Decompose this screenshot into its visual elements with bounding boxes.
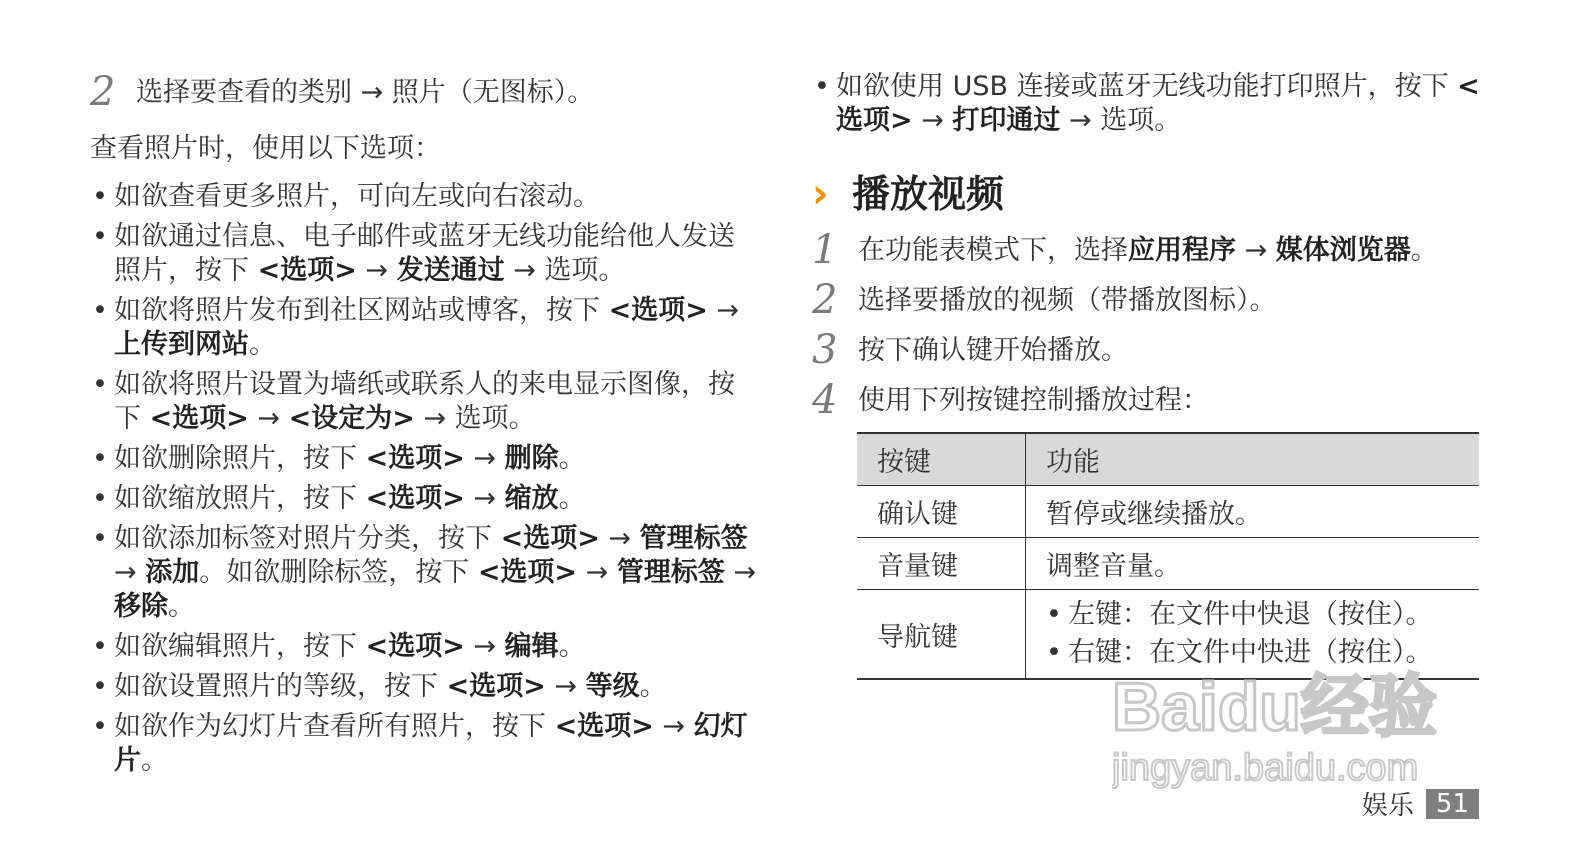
intro-text: 查看照片时，使用以下选项： <box>90 133 441 164</box>
list-item <box>90 294 760 362</box>
table-cell-function: 调整音量。 <box>1026 538 1480 590</box>
bold-term: <选项> <box>446 671 546 702</box>
text-run: 。 <box>558 443 586 474</box>
bold-term: 发送通过 <box>396 255 505 286</box>
bold-term: <选项> <box>149 403 249 434</box>
section-heading <box>812 172 1492 216</box>
text-run: → <box>912 105 953 136</box>
text-run: → 选项。 <box>504 255 626 286</box>
bold-term: 打印通过 <box>952 105 1061 136</box>
table-row <box>857 486 1479 538</box>
chevron-right-icon: › <box>812 171 829 217</box>
text-run: 使用下列按键控制播放过程： <box>858 385 1209 416</box>
bold-term: 应用程序 <box>1128 235 1236 266</box>
text-run: 如欲使用 USB 连接或蓝牙无线功能打印照片，按下 <box>836 71 1458 102</box>
bold-term: 上传到网站 <box>114 329 249 360</box>
chapter-label: 娱乐 <box>1361 791 1414 821</box>
bold-term: 管理标签 <box>616 557 725 588</box>
text-run: 。 <box>558 483 586 514</box>
left-column <box>90 70 760 784</box>
step-text: 选择要查看的类别 → 照片（无图标）。 <box>136 77 595 108</box>
step-2 <box>90 70 760 114</box>
nav-left-line: • 左键：在文件中快退（按住）。 <box>1046 596 1459 634</box>
text-run: 。 <box>249 329 276 360</box>
bold-term: <选项> <box>365 483 465 514</box>
bold-term: 等级 <box>585 671 640 702</box>
step-2 <box>812 278 1492 322</box>
bold-term: 编辑 <box>504 631 559 662</box>
page-footer <box>1362 785 1479 822</box>
step-number: 2 <box>812 277 838 323</box>
bold-term: 删除 <box>504 443 559 474</box>
text-run: → <box>356 255 397 286</box>
text-run: → <box>599 523 640 554</box>
text-run: 。 <box>558 631 586 662</box>
text-run: 按下确认键开始播放。 <box>858 335 1128 366</box>
bold-term: 媒体浏览器 <box>1275 235 1411 266</box>
bold-term: <设定为> <box>288 403 415 434</box>
section-title: 播放视频 <box>852 172 1005 216</box>
text-run: 如欲将照片设置为墙纸或联系人的来电显示图像，按下 <box>114 369 735 434</box>
list-item <box>90 670 760 704</box>
table-cell-key: 音量键 <box>857 538 1026 590</box>
list-item <box>90 710 760 778</box>
text-run: 如欲通过信息、电子邮件或蓝牙无线功能给他人发送照片，按下 <box>114 221 735 286</box>
text-run: 如欲作为幻灯片查看所有照片，按下 <box>114 711 555 742</box>
bold-term: <选项> <box>257 255 357 286</box>
bold-term: 移除 <box>114 591 168 622</box>
text-run: 选择要播放的视频（带播放图标）。 <box>858 285 1277 316</box>
list-item <box>90 482 760 516</box>
bold-term: <选项> <box>365 631 465 662</box>
step-number: 4 <box>812 377 838 423</box>
text-run: 如欲添加标签对照片分类，按下 <box>114 523 501 554</box>
table-cell-key: 导航键 <box>857 590 1026 680</box>
step-3 <box>812 328 1492 372</box>
text-run: → <box>1236 235 1276 266</box>
bold-term: <选项> <box>608 295 708 326</box>
print-bullet <box>812 70 1492 138</box>
page-number: 51 <box>1426 789 1479 819</box>
text-run: → <box>724 557 757 588</box>
text-run: → <box>464 631 505 662</box>
watermark-url: jingyan.baidu.com <box>1112 747 1419 789</box>
table-header-key: 按键 <box>857 433 1026 486</box>
bold-term: 缩放 <box>504 483 559 514</box>
watermark-logo-text: Baidu经验 <box>1112 669 1437 745</box>
photo-options-list <box>90 180 760 778</box>
text-run: 如欲删除照片，按下 <box>114 443 366 474</box>
step-1 <box>812 228 1492 272</box>
print-bullet-list <box>812 70 1492 138</box>
text-run: → <box>464 443 505 474</box>
step-text <box>858 278 1277 318</box>
text-run: 。 <box>1410 235 1438 266</box>
text-run: → <box>248 403 289 434</box>
video-steps <box>812 228 1492 422</box>
text-run: 。 <box>168 591 195 622</box>
right-column <box>812 70 1492 680</box>
text-run: 如欲设置照片的等级，按下 <box>114 671 447 702</box>
list-item <box>90 522 760 624</box>
table-cell-function: 暂停或继续播放。 <box>1026 486 1480 538</box>
text-run: 如欲缩放照片，按下 <box>114 483 366 514</box>
text-run: → <box>464 483 505 514</box>
step-text <box>858 228 1438 268</box>
step-number: 3 <box>812 327 838 373</box>
table-cell-key: 确认键 <box>857 486 1026 538</box>
text-run: 。如欲删除标签，按下 <box>199 557 478 588</box>
bold-term: 幻灯片 <box>114 711 748 776</box>
baidu-watermark-logo <box>1112 660 1482 790</box>
step-text <box>858 328 1128 368</box>
list-item <box>90 180 760 214</box>
bold-term: <选项> <box>477 557 578 588</box>
step-text <box>858 378 1209 418</box>
text-run: 。 <box>141 745 168 776</box>
bold-term: 管理标签 <box>639 523 748 554</box>
table-row <box>857 538 1479 590</box>
text-run: → <box>545 671 586 702</box>
key-function-table <box>857 432 1479 680</box>
text-run: → <box>114 557 146 588</box>
text-run: 在功能表模式下，选择 <box>858 235 1128 266</box>
text-run: 如欲查看更多照片，可向左或向右滚动。 <box>114 181 600 212</box>
text-run: 如欲将照片发布到社区网站或博客，按下 <box>114 295 609 326</box>
list-item <box>90 442 760 476</box>
text-run: → <box>577 557 617 588</box>
list-item <box>90 220 760 288</box>
bold-term: <选项> <box>836 71 1480 136</box>
step-number: 2 <box>90 69 116 115</box>
table-header-function: 功能 <box>1026 433 1480 486</box>
list-item <box>90 368 760 436</box>
text-run: → <box>653 711 694 742</box>
text-run: → 选项。 <box>1060 105 1182 136</box>
nav-right-line: • 右键：在文件中快进（按住）。 <box>1046 634 1459 672</box>
text-run: 。 <box>639 671 667 702</box>
text-run: → <box>707 295 740 326</box>
step-number: 1 <box>812 227 838 273</box>
bold-term: <选项> <box>500 523 600 554</box>
bold-term: 添加 <box>145 557 200 588</box>
bold-term: <选项> <box>365 443 465 474</box>
text-run: → 选项。 <box>414 403 536 434</box>
list-item <box>90 630 760 664</box>
text-run: 如欲编辑照片，按下 <box>114 631 366 662</box>
step-4 <box>812 378 1492 422</box>
bold-term: <选项> <box>554 711 654 742</box>
